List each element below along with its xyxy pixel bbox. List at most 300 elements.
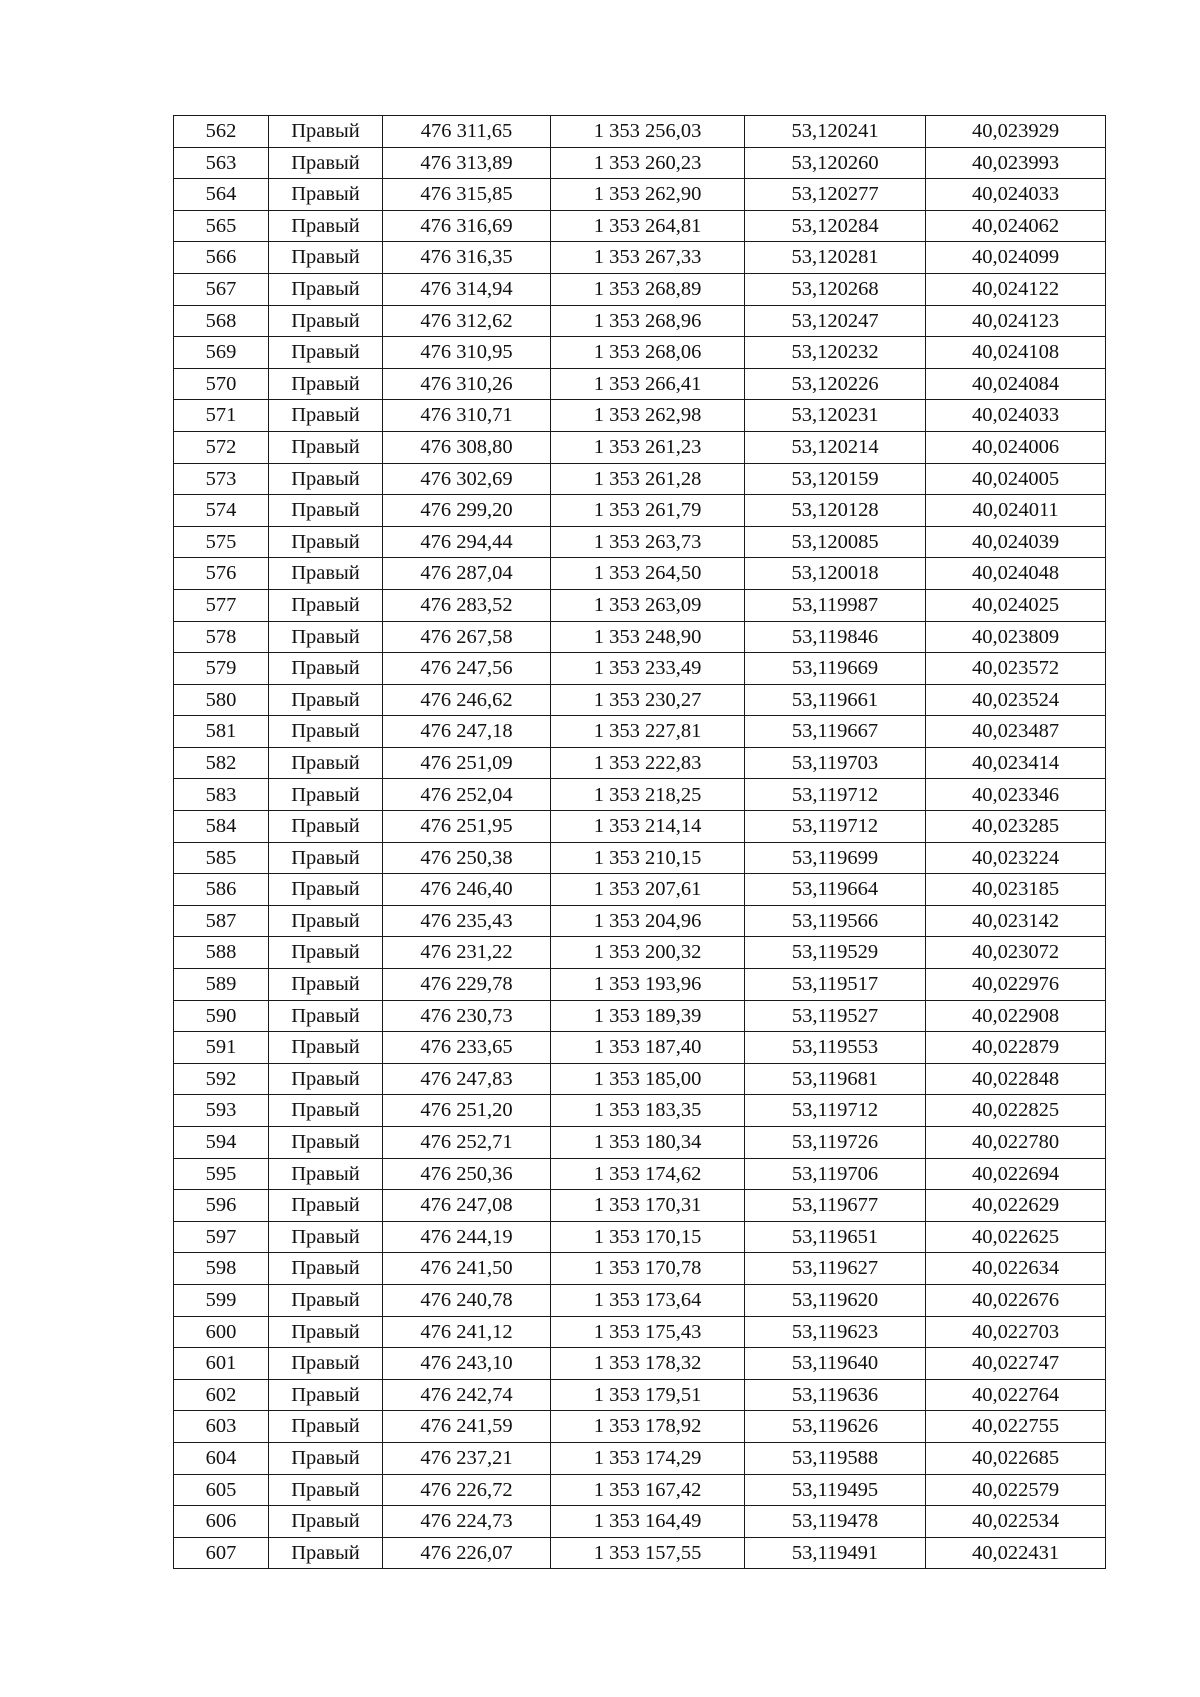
coord-x-cell: 476 226,72 [383, 1474, 551, 1506]
point-number-cell: 586 [174, 874, 269, 906]
latitude-cell: 53,119726 [745, 1127, 926, 1159]
table-row [174, 1253, 1106, 1285]
bank-side-cell: Правый [269, 1032, 383, 1064]
latitude-cell: 53,120214 [745, 431, 926, 463]
point-number-cell: 587 [174, 905, 269, 937]
coord-x-cell: 476 312,62 [383, 305, 551, 337]
latitude-cell: 53,119712 [745, 811, 926, 843]
longitude-cell: 40,024033 [926, 179, 1106, 211]
longitude-cell: 40,024099 [926, 242, 1106, 274]
coord-x-cell: 476 251,95 [383, 811, 551, 843]
latitude-cell: 53,119627 [745, 1253, 926, 1285]
longitude-cell: 40,023185 [926, 874, 1106, 906]
table-row [174, 779, 1106, 811]
coord-x-cell: 476 244,19 [383, 1221, 551, 1253]
table-row [174, 1127, 1106, 1159]
point-number-cell: 577 [174, 589, 269, 621]
bank-side-cell: Правый [269, 1474, 383, 1506]
bank-side-cell: Правый [269, 716, 383, 748]
longitude-cell: 40,022703 [926, 1316, 1106, 1348]
point-number-cell: 583 [174, 779, 269, 811]
coordinates-table-body [174, 116, 1106, 1569]
coord-x-cell: 476 241,50 [383, 1253, 551, 1285]
coord-y-cell: 1 353 173,64 [551, 1284, 745, 1316]
bank-side-cell: Правый [269, 1442, 383, 1474]
latitude-cell: 53,119495 [745, 1474, 926, 1506]
latitude-cell: 53,119677 [745, 1190, 926, 1222]
coord-y-cell: 1 353 178,32 [551, 1348, 745, 1380]
coord-y-cell: 1 353 174,29 [551, 1442, 745, 1474]
table-row [174, 305, 1106, 337]
coord-y-cell: 1 353 227,81 [551, 716, 745, 748]
coord-x-cell: 476 252,71 [383, 1127, 551, 1159]
coord-y-cell: 1 353 214,14 [551, 811, 745, 843]
table-row [174, 210, 1106, 242]
latitude-cell: 53,119491 [745, 1537, 926, 1569]
table-row [174, 116, 1106, 148]
point-number-cell: 590 [174, 1000, 269, 1032]
latitude-cell: 53,120268 [745, 273, 926, 305]
latitude-cell: 53,119553 [745, 1032, 926, 1064]
longitude-cell: 40,022534 [926, 1506, 1106, 1538]
bank-side-cell: Правый [269, 463, 383, 495]
latitude-cell: 53,119620 [745, 1284, 926, 1316]
longitude-cell: 40,022629 [926, 1190, 1106, 1222]
coord-y-cell: 1 353 185,00 [551, 1063, 745, 1095]
point-number-cell: 593 [174, 1095, 269, 1127]
coord-y-cell: 1 353 233,49 [551, 653, 745, 685]
bank-side-cell: Правый [269, 874, 383, 906]
bank-side-cell: Правый [269, 811, 383, 843]
latitude-cell: 53,119669 [745, 653, 926, 685]
latitude-cell: 53,119588 [745, 1442, 926, 1474]
table-row [174, 147, 1106, 179]
coord-y-cell: 1 353 264,81 [551, 210, 745, 242]
coord-y-cell: 1 353 262,90 [551, 179, 745, 211]
coord-y-cell: 1 353 204,96 [551, 905, 745, 937]
bank-side-cell: Правый [269, 1127, 383, 1159]
longitude-cell: 40,022848 [926, 1063, 1106, 1095]
longitude-cell: 40,022908 [926, 1000, 1106, 1032]
bank-side-cell: Правый [269, 242, 383, 274]
longitude-cell: 40,024062 [926, 210, 1106, 242]
coord-y-cell: 1 353 261,23 [551, 431, 745, 463]
longitude-cell: 40,022747 [926, 1348, 1106, 1380]
latitude-cell: 53,119640 [745, 1348, 926, 1380]
bank-side-cell: Правый [269, 1284, 383, 1316]
table-row [174, 431, 1106, 463]
coord-x-cell: 476 224,73 [383, 1506, 551, 1538]
coord-x-cell: 476 237,21 [383, 1442, 551, 1474]
point-number-cell: 602 [174, 1379, 269, 1411]
coord-x-cell: 476 246,62 [383, 684, 551, 716]
latitude-cell: 53,119712 [745, 1095, 926, 1127]
point-number-cell: 584 [174, 811, 269, 843]
longitude-cell: 40,022764 [926, 1379, 1106, 1411]
bank-side-cell: Правый [269, 1253, 383, 1285]
longitude-cell: 40,024048 [926, 558, 1106, 590]
point-number-cell: 581 [174, 716, 269, 748]
coord-x-cell: 476 250,38 [383, 842, 551, 874]
longitude-cell: 40,022976 [926, 969, 1106, 1001]
coord-x-cell: 476 230,73 [383, 1000, 551, 1032]
coord-x-cell: 476 240,78 [383, 1284, 551, 1316]
latitude-cell: 53,120018 [745, 558, 926, 590]
longitude-cell: 40,023993 [926, 147, 1106, 179]
latitude-cell: 53,120281 [745, 242, 926, 274]
bank-side-cell: Правый [269, 589, 383, 621]
coord-x-cell: 476 246,40 [383, 874, 551, 906]
point-number-cell: 565 [174, 210, 269, 242]
bank-side-cell: Правый [269, 969, 383, 1001]
coord-y-cell: 1 353 264,50 [551, 558, 745, 590]
longitude-cell: 40,022825 [926, 1095, 1106, 1127]
point-number-cell: 563 [174, 147, 269, 179]
point-number-cell: 573 [174, 463, 269, 495]
latitude-cell: 53,119623 [745, 1316, 926, 1348]
coord-y-cell: 1 353 180,34 [551, 1127, 745, 1159]
coord-y-cell: 1 353 261,79 [551, 495, 745, 527]
point-number-cell: 574 [174, 495, 269, 527]
point-number-cell: 606 [174, 1506, 269, 1538]
table-row [174, 526, 1106, 558]
longitude-cell: 40,024108 [926, 337, 1106, 369]
point-number-cell: 572 [174, 431, 269, 463]
coordinates-table [173, 115, 1106, 1569]
latitude-cell: 53,120247 [745, 305, 926, 337]
bank-side-cell: Правый [269, 1379, 383, 1411]
coord-x-cell: 476 241,59 [383, 1411, 551, 1443]
bank-side-cell: Правый [269, 558, 383, 590]
coord-x-cell: 476 241,12 [383, 1316, 551, 1348]
coord-x-cell: 476 231,22 [383, 937, 551, 969]
coord-x-cell: 476 247,56 [383, 653, 551, 685]
coord-x-cell: 476 252,04 [383, 779, 551, 811]
longitude-cell: 40,023572 [926, 653, 1106, 685]
point-number-cell: 599 [174, 1284, 269, 1316]
table-row [174, 495, 1106, 527]
longitude-cell: 40,023346 [926, 779, 1106, 811]
table-row [174, 337, 1106, 369]
coord-x-cell: 476 316,35 [383, 242, 551, 274]
coord-x-cell: 476 316,69 [383, 210, 551, 242]
point-number-cell: 578 [174, 621, 269, 653]
coord-x-cell: 476 287,04 [383, 558, 551, 590]
latitude-cell: 53,120241 [745, 116, 926, 148]
point-number-cell: 588 [174, 937, 269, 969]
coord-y-cell: 1 353 174,62 [551, 1158, 745, 1190]
bank-side-cell: Правый [269, 1063, 383, 1095]
table-row [174, 179, 1106, 211]
coord-y-cell: 1 353 262,98 [551, 400, 745, 432]
longitude-cell: 40,024006 [926, 431, 1106, 463]
coord-y-cell: 1 353 170,78 [551, 1253, 745, 1285]
bank-side-cell: Правый [269, 1537, 383, 1569]
table-row [174, 1506, 1106, 1538]
longitude-cell: 40,022685 [926, 1442, 1106, 1474]
coord-x-cell: 476 311,65 [383, 116, 551, 148]
table-row [174, 1442, 1106, 1474]
coord-y-cell: 1 353 178,92 [551, 1411, 745, 1443]
bank-side-cell: Правый [269, 779, 383, 811]
table-row [174, 1190, 1106, 1222]
longitude-cell: 40,023224 [926, 842, 1106, 874]
point-number-cell: 562 [174, 116, 269, 148]
longitude-cell: 40,022694 [926, 1158, 1106, 1190]
table-row [174, 937, 1106, 969]
coord-y-cell: 1 353 260,23 [551, 147, 745, 179]
coord-x-cell: 476 310,71 [383, 400, 551, 432]
longitude-cell: 40,022431 [926, 1537, 1106, 1569]
latitude-cell: 53,119651 [745, 1221, 926, 1253]
bank-side-cell: Правый [269, 653, 383, 685]
point-number-cell: 579 [174, 653, 269, 685]
coord-x-cell: 476 283,52 [383, 589, 551, 621]
coord-y-cell: 1 353 268,06 [551, 337, 745, 369]
latitude-cell: 53,119706 [745, 1158, 926, 1190]
bank-side-cell: Правый [269, 210, 383, 242]
coord-x-cell: 476 235,43 [383, 905, 551, 937]
point-number-cell: 605 [174, 1474, 269, 1506]
point-number-cell: 597 [174, 1221, 269, 1253]
longitude-cell: 40,024122 [926, 273, 1106, 305]
point-number-cell: 592 [174, 1063, 269, 1095]
latitude-cell: 53,120159 [745, 463, 926, 495]
bank-side-cell: Правый [269, 273, 383, 305]
point-number-cell: 595 [174, 1158, 269, 1190]
longitude-cell: 40,022676 [926, 1284, 1106, 1316]
coord-x-cell: 476 310,95 [383, 337, 551, 369]
table-row [174, 684, 1106, 716]
point-number-cell: 580 [174, 684, 269, 716]
table-row [174, 653, 1106, 685]
point-number-cell: 569 [174, 337, 269, 369]
point-number-cell: 601 [174, 1348, 269, 1380]
point-number-cell: 591 [174, 1032, 269, 1064]
bank-side-cell: Правый [269, 179, 383, 211]
table-row [174, 842, 1106, 874]
latitude-cell: 53,119661 [745, 684, 926, 716]
coord-y-cell: 1 353 248,90 [551, 621, 745, 653]
table-row [174, 1348, 1106, 1380]
latitude-cell: 53,119478 [745, 1506, 926, 1538]
bank-side-cell: Правый [269, 116, 383, 148]
table-row [174, 1000, 1106, 1032]
coord-x-cell: 476 247,18 [383, 716, 551, 748]
point-number-cell: 589 [174, 969, 269, 1001]
bank-side-cell: Правый [269, 1158, 383, 1190]
coord-x-cell: 476 226,07 [383, 1537, 551, 1569]
longitude-cell: 40,022780 [926, 1127, 1106, 1159]
table-row [174, 811, 1106, 843]
point-number-cell: 585 [174, 842, 269, 874]
latitude-cell: 53,119667 [745, 716, 926, 748]
latitude-cell: 53,120085 [745, 526, 926, 558]
longitude-cell: 40,024039 [926, 526, 1106, 558]
latitude-cell: 53,119636 [745, 1379, 926, 1411]
point-number-cell: 598 [174, 1253, 269, 1285]
table-row [174, 1537, 1106, 1569]
latitude-cell: 53,120226 [745, 368, 926, 400]
table-row [174, 874, 1106, 906]
table-row [174, 242, 1106, 274]
point-number-cell: 604 [174, 1442, 269, 1474]
coord-x-cell: 476 267,58 [383, 621, 551, 653]
table-row [174, 1284, 1106, 1316]
coord-y-cell: 1 353 175,43 [551, 1316, 745, 1348]
coord-x-cell: 476 315,85 [383, 179, 551, 211]
coord-y-cell: 1 353 179,51 [551, 1379, 745, 1411]
coord-x-cell: 476 243,10 [383, 1348, 551, 1380]
coord-x-cell: 476 314,94 [383, 273, 551, 305]
table-row [174, 273, 1106, 305]
latitude-cell: 53,119626 [745, 1411, 926, 1443]
table-row [174, 716, 1106, 748]
longitude-cell: 40,022579 [926, 1474, 1106, 1506]
coord-y-cell: 1 353 157,55 [551, 1537, 745, 1569]
latitude-cell: 53,119712 [745, 779, 926, 811]
coord-x-cell: 476 302,69 [383, 463, 551, 495]
table-row [174, 1474, 1106, 1506]
bank-side-cell: Правый [269, 1000, 383, 1032]
longitude-cell: 40,024033 [926, 400, 1106, 432]
point-number-cell: 582 [174, 747, 269, 779]
bank-side-cell: Правый [269, 400, 383, 432]
longitude-cell: 40,023285 [926, 811, 1106, 843]
point-number-cell: 596 [174, 1190, 269, 1222]
table-row [174, 747, 1106, 779]
bank-side-cell: Правый [269, 495, 383, 527]
point-number-cell: 567 [174, 273, 269, 305]
bank-side-cell: Правый [269, 1411, 383, 1443]
bank-side-cell: Правый [269, 526, 383, 558]
longitude-cell: 40,023414 [926, 747, 1106, 779]
bank-side-cell: Правый [269, 1190, 383, 1222]
latitude-cell: 53,119664 [745, 874, 926, 906]
coord-y-cell: 1 353 268,89 [551, 273, 745, 305]
coord-y-cell: 1 353 266,41 [551, 368, 745, 400]
longitude-cell: 40,023929 [926, 116, 1106, 148]
table-row [174, 905, 1106, 937]
coord-y-cell: 1 353 170,31 [551, 1190, 745, 1222]
latitude-cell: 53,120284 [745, 210, 926, 242]
table-row [174, 1063, 1106, 1095]
longitude-cell: 40,024025 [926, 589, 1106, 621]
coord-x-cell: 476 247,83 [383, 1063, 551, 1095]
latitude-cell: 53,119846 [745, 621, 926, 653]
table-row [174, 463, 1106, 495]
point-number-cell: 564 [174, 179, 269, 211]
bank-side-cell: Правый [269, 147, 383, 179]
table-row [174, 368, 1106, 400]
bank-side-cell: Правый [269, 305, 383, 337]
coord-y-cell: 1 353 230,27 [551, 684, 745, 716]
latitude-cell: 53,120277 [745, 179, 926, 211]
table-row [174, 1095, 1106, 1127]
latitude-cell: 53,119566 [745, 905, 926, 937]
coord-x-cell: 476 247,08 [383, 1190, 551, 1222]
bank-side-cell: Правый [269, 747, 383, 779]
longitude-cell: 40,023142 [926, 905, 1106, 937]
table-row [174, 1379, 1106, 1411]
point-number-cell: 576 [174, 558, 269, 590]
coord-y-cell: 1 353 263,09 [551, 589, 745, 621]
latitude-cell: 53,119681 [745, 1063, 926, 1095]
longitude-cell: 40,023524 [926, 684, 1106, 716]
coord-y-cell: 1 353 200,32 [551, 937, 745, 969]
coord-x-cell: 476 233,65 [383, 1032, 551, 1064]
coord-y-cell: 1 353 267,33 [551, 242, 745, 274]
longitude-cell: 40,023487 [926, 716, 1106, 748]
coord-y-cell: 1 353 189,39 [551, 1000, 745, 1032]
latitude-cell: 53,119517 [745, 969, 926, 1001]
latitude-cell: 53,119529 [745, 937, 926, 969]
table-row [174, 1411, 1106, 1443]
coord-y-cell: 1 353 268,96 [551, 305, 745, 337]
coord-x-cell: 476 242,74 [383, 1379, 551, 1411]
latitude-cell: 53,119699 [745, 842, 926, 874]
table-row [174, 1316, 1106, 1348]
bank-side-cell: Правый [269, 1506, 383, 1538]
table-row [174, 400, 1106, 432]
coord-x-cell: 476 229,78 [383, 969, 551, 1001]
longitude-cell: 40,022755 [926, 1411, 1106, 1443]
coord-x-cell: 476 251,09 [383, 747, 551, 779]
bank-side-cell: Правый [269, 684, 383, 716]
point-number-cell: 594 [174, 1127, 269, 1159]
bank-side-cell: Правый [269, 1221, 383, 1253]
longitude-cell: 40,022879 [926, 1032, 1106, 1064]
latitude-cell: 53,119527 [745, 1000, 926, 1032]
coord-y-cell: 1 353 167,42 [551, 1474, 745, 1506]
point-number-cell: 603 [174, 1411, 269, 1443]
bank-side-cell: Правый [269, 621, 383, 653]
point-number-cell: 566 [174, 242, 269, 274]
point-number-cell: 568 [174, 305, 269, 337]
coord-y-cell: 1 353 183,35 [551, 1095, 745, 1127]
coord-y-cell: 1 353 170,15 [551, 1221, 745, 1253]
longitude-cell: 40,022634 [926, 1253, 1106, 1285]
point-number-cell: 575 [174, 526, 269, 558]
longitude-cell: 40,024123 [926, 305, 1106, 337]
bank-side-cell: Правый [269, 431, 383, 463]
latitude-cell: 53,120232 [745, 337, 926, 369]
bank-side-cell: Правый [269, 337, 383, 369]
latitude-cell: 53,119703 [745, 747, 926, 779]
longitude-cell: 40,022625 [926, 1221, 1106, 1253]
coord-x-cell: 476 308,80 [383, 431, 551, 463]
coord-x-cell: 476 250,36 [383, 1158, 551, 1190]
coord-y-cell: 1 353 263,73 [551, 526, 745, 558]
latitude-cell: 53,120231 [745, 400, 926, 432]
bank-side-cell: Правый [269, 1316, 383, 1348]
point-number-cell: 571 [174, 400, 269, 432]
coord-y-cell: 1 353 164,49 [551, 1506, 745, 1538]
coord-y-cell: 1 353 218,25 [551, 779, 745, 811]
bank-side-cell: Правый [269, 842, 383, 874]
point-number-cell: 570 [174, 368, 269, 400]
coord-y-cell: 1 353 261,28 [551, 463, 745, 495]
point-number-cell: 600 [174, 1316, 269, 1348]
table-row [174, 621, 1106, 653]
coord-y-cell: 1 353 222,83 [551, 747, 745, 779]
table-row [174, 1221, 1106, 1253]
bank-side-cell: Правый [269, 1095, 383, 1127]
table-row [174, 969, 1106, 1001]
coord-x-cell: 476 251,20 [383, 1095, 551, 1127]
document-page [173, 115, 1106, 1569]
point-number-cell: 607 [174, 1537, 269, 1569]
